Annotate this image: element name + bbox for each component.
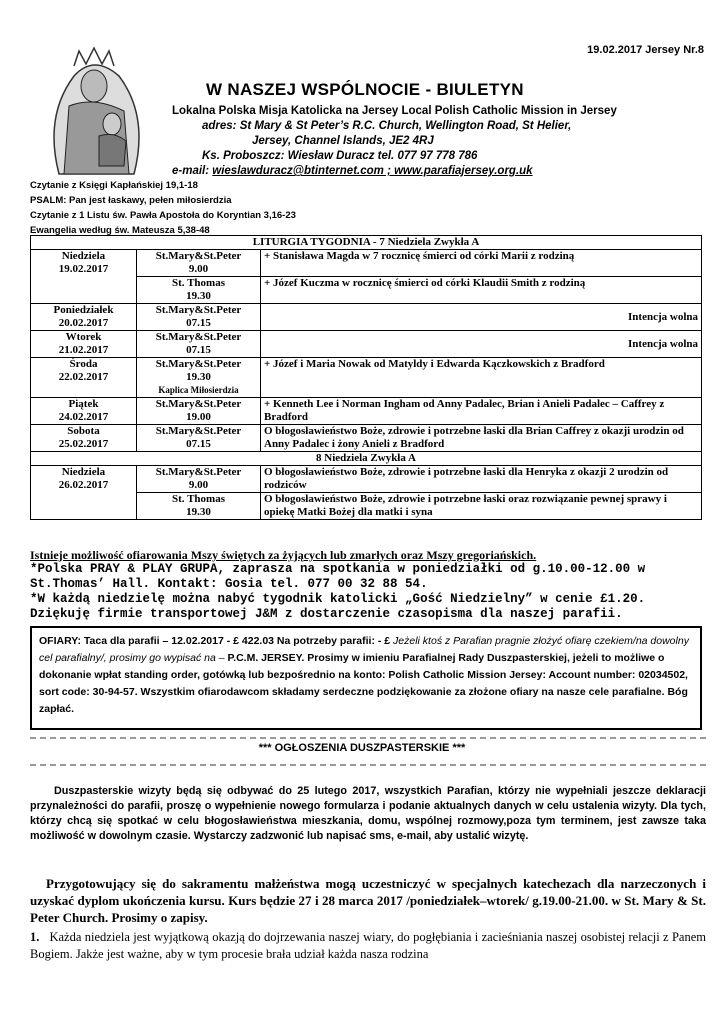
page-title: W NASZEJ WSPÓLNOCIE - BIULETYN [206, 80, 524, 99]
address-line-2: Jersey, Channel Islands, JE2 4RJ [252, 135, 434, 147]
item-number: 1. [30, 930, 40, 944]
offerings-bank-info: P.C.M. JERSEY. Prosimy w imieniu Parafialnej Rady Duszpasterskiej, jeżeli to możliwe o dokonanie wpłat standing order, gotówką lub bezpośrednio na konto: Polish Catholic Mission Jersey: Account number: 02034502, sort code: 30-94-57. Wszystkim ofiarodawcom składamy serdeczne podziękowanie za złożone ofiary na nasze cele parafialne. Bóg zapłać. [39, 652, 688, 715]
table-row [31, 304, 702, 331]
date: 25.02.2017 [58, 438, 109, 450]
mission-info [172, 104, 692, 179]
time: 9.00 [188, 479, 209, 491]
mission-name: Lokalna Polska Misja Katolicka na Jersey Local Polish Catholic Mission in Jersey [172, 105, 617, 117]
day: Piątek [68, 398, 99, 410]
offerings-cheque-note: Jeżeli ktoś z Parafian pragnie złożyć ofiarę czekiem/na dowolny cel parafialny/, prosimy go wypisać na – [39, 635, 689, 664]
sunday-text: Każda niedziela jest wyjątkową okazją do dojrzewania naszej wiary, do pogłębiania i zacieśniania naszej osobistej relacji z Panem Bogiem. Jakże jest ważne, aby w tym procesie brała udział każda nasza rodzina [30, 930, 706, 961]
email-label: e-mail: [172, 165, 213, 177]
marriage-text: Przygotowujący się do sakramentu małżeństwa mogą uczestniczyć w specjalnych katechezach dla narzeczonych i uzyskać dyplom ukończenia kursu. Kurs będzie 27 i 28 marca 2017 /poniedziałek–wtorek/ g.19.00-21.00. w St. Mary & St. Peter Church. Prosimy o zapisy. [30, 876, 706, 925]
place: St.Mary&St.Peter [155, 331, 242, 343]
intention: + Stanisława Magda w 7 rocznicę śmierci od córki Marii z rodziną [261, 250, 702, 277]
table-row [31, 398, 702, 425]
chapel-note: Kaplica Miłosierdzia [158, 385, 239, 395]
announcement-marriage [30, 875, 706, 926]
day: Poniedziałek [53, 304, 114, 316]
reading-1: Czytanie z Księgi Kapłańskiej 19,1-18 [30, 180, 198, 191]
intention: Intencja wolna [261, 304, 702, 331]
place: St.Mary&St.Peter [155, 398, 242, 410]
place: St. Thomas [172, 493, 225, 505]
table-row [31, 425, 702, 452]
time: 07.15 [186, 344, 211, 356]
offerings-box [30, 626, 702, 730]
pray-play-note: *Polska PRAY & PLAY GRUPA, zaprasza na spotkania w poniedziałki od g.10.00-12.00 w St.Thomas’ Hall. Kontakt: Gosia tel. 077 00 32 88 54. [30, 562, 646, 591]
intention: + Józef Kuczma w rocznicę śmierci od córki Klaudii Smith z rodziną [261, 277, 702, 304]
reading-3: Czytanie z 1 Listu św. Pawła Apostoła do Koryntian 3,16-23 [30, 210, 296, 221]
table-row [31, 331, 702, 358]
readings-list [30, 178, 296, 238]
place: St.Mary&St.Peter [155, 358, 242, 370]
time: 19.30 [186, 506, 211, 518]
announcements-title: *** OGŁOSZENIA DUSZPASTERSKIE *** [258, 742, 466, 754]
time: 9.00 [188, 263, 209, 275]
priest-contact: Ks. Proboszcz: Wiesław Duracz tel. 077 97 778 786 [202, 150, 478, 162]
intention: + Kenneth Lee i Norman Ingham od Anny Padalec, Brian i Anieli Padalec – Caffrey z Bradford [261, 398, 702, 425]
email-link[interactable]: wieslawduracz@btinternet.com ; www.parafiajersey.org.uk [212, 165, 533, 177]
reading-2: PSALM: Pan jest łaskawy, pełen miłosierdzia [30, 195, 232, 206]
place: St.Mary&St.Peter [155, 466, 242, 478]
time: 19.00 [186, 411, 211, 423]
sunday-header: 8 Niedziela Zwykła A [31, 452, 702, 466]
liturgy-table [30, 235, 702, 520]
offerings-amount: OFIARY: Taca dla parafii – 12.02.2017 - £ 422.03 Na potrzeby parafii: - £ [39, 635, 394, 647]
place: St.Mary&St.Peter [155, 425, 242, 437]
day: Niedziela [61, 250, 106, 262]
date: 24.02.2017 [58, 411, 109, 423]
announcement-visits [30, 784, 706, 844]
place: St.Mary&St.Peter [155, 250, 242, 262]
date: 26.02.2017 [58, 479, 109, 491]
date: 20.02.2017 [58, 317, 109, 329]
date: 22.02.2017 [58, 371, 109, 383]
table-row [31, 466, 702, 493]
email-line [172, 164, 692, 179]
table-row [31, 358, 702, 398]
liturgy-header: LITURGIA TYGODNIA - 7 Niedziela Zwykła A [31, 236, 702, 250]
place: St. Thomas [172, 277, 225, 289]
place: St.Mary&St.Peter [155, 304, 242, 316]
visits-text: Duszpasterskie wizyty będą się odbywać do 25 lutego 2017, wszystkich Parafian, którzy nie wypełniali jeszcze deklaracji przynależności do parafii, proszę o wypełnienie nowego formularza i podanie aktualnych danych w celu ustalenia wizyty. Dla tych, którzy chcą się spotkać w celu błogosławieństwa mieszkania, domu, wspólnej rozmowy,poza tym terminem, jest zawsze taka możliwość w dowolnym czasie. Wystarczy zadzwonić lub napisać sms, e-mail, aby ustalić wizytę. [30, 785, 706, 842]
time: 19.30 [186, 290, 211, 302]
day: Sobota [67, 425, 100, 437]
intention: O błogosławieństwo Boże, zdrowie i potrzebne łaski oraz rozwiązanie pewnej sprawy i opiekę Matki Bożej dla matki i syna [261, 493, 702, 520]
issue-date: 19.02.2017 Jersey Nr.8 [587, 44, 704, 56]
reading-4: Ewangelia według św. Mateusza 5,38-48 [30, 225, 210, 236]
intention: O błogosławieństwo Boże, zdrowie i potrzebne łaski dla Brian Caffrey z okazji urodzin od Anny Padalec i żony Anieli z Bradford [261, 425, 702, 452]
announcement-sunday [30, 929, 706, 963]
intention: Intencja wolna [261, 331, 702, 358]
madonna-icon [24, 46, 164, 176]
address-line-1: adres: St Mary & St Peter’s R.C. Church, Wellington Road, St Helier, [202, 120, 572, 132]
time: 07.15 [186, 438, 211, 450]
date: 21.02.2017 [58, 344, 109, 356]
day: Wtorek [65, 331, 102, 343]
time: 19.30 [186, 371, 211, 383]
divider [30, 764, 706, 770]
table-row [31, 250, 702, 277]
time: 07.15 [186, 317, 211, 329]
date: 19.02.2017 [58, 263, 109, 275]
intention: O błogosławieństwo Boże, zdrowie i potrzebne łaski dla Henryka z okazji 2 urodzin od rodziców [261, 466, 702, 493]
gosc-note: *W każdą niedzielę można nabyć tygodnik katolicki „Gość Niedzielny” w cenie £1.20. Dziękuję firmie transportowej J&M z dostarczenie czasopisma dla naszej parafii. [30, 592, 646, 621]
intention: + Józef i Maria Nowak od Matyldy i Edwarda Kączkowskich z Bradford [261, 358, 702, 398]
masses-note: Istnieje możliwość ofiarowania Mszy świętych za żyjących lub zmarłych oraz Mszy gregoriańskich. [30, 548, 537, 562]
notes-section [30, 548, 706, 622]
day: Niedziela [61, 466, 106, 478]
day: Środa [69, 358, 98, 370]
